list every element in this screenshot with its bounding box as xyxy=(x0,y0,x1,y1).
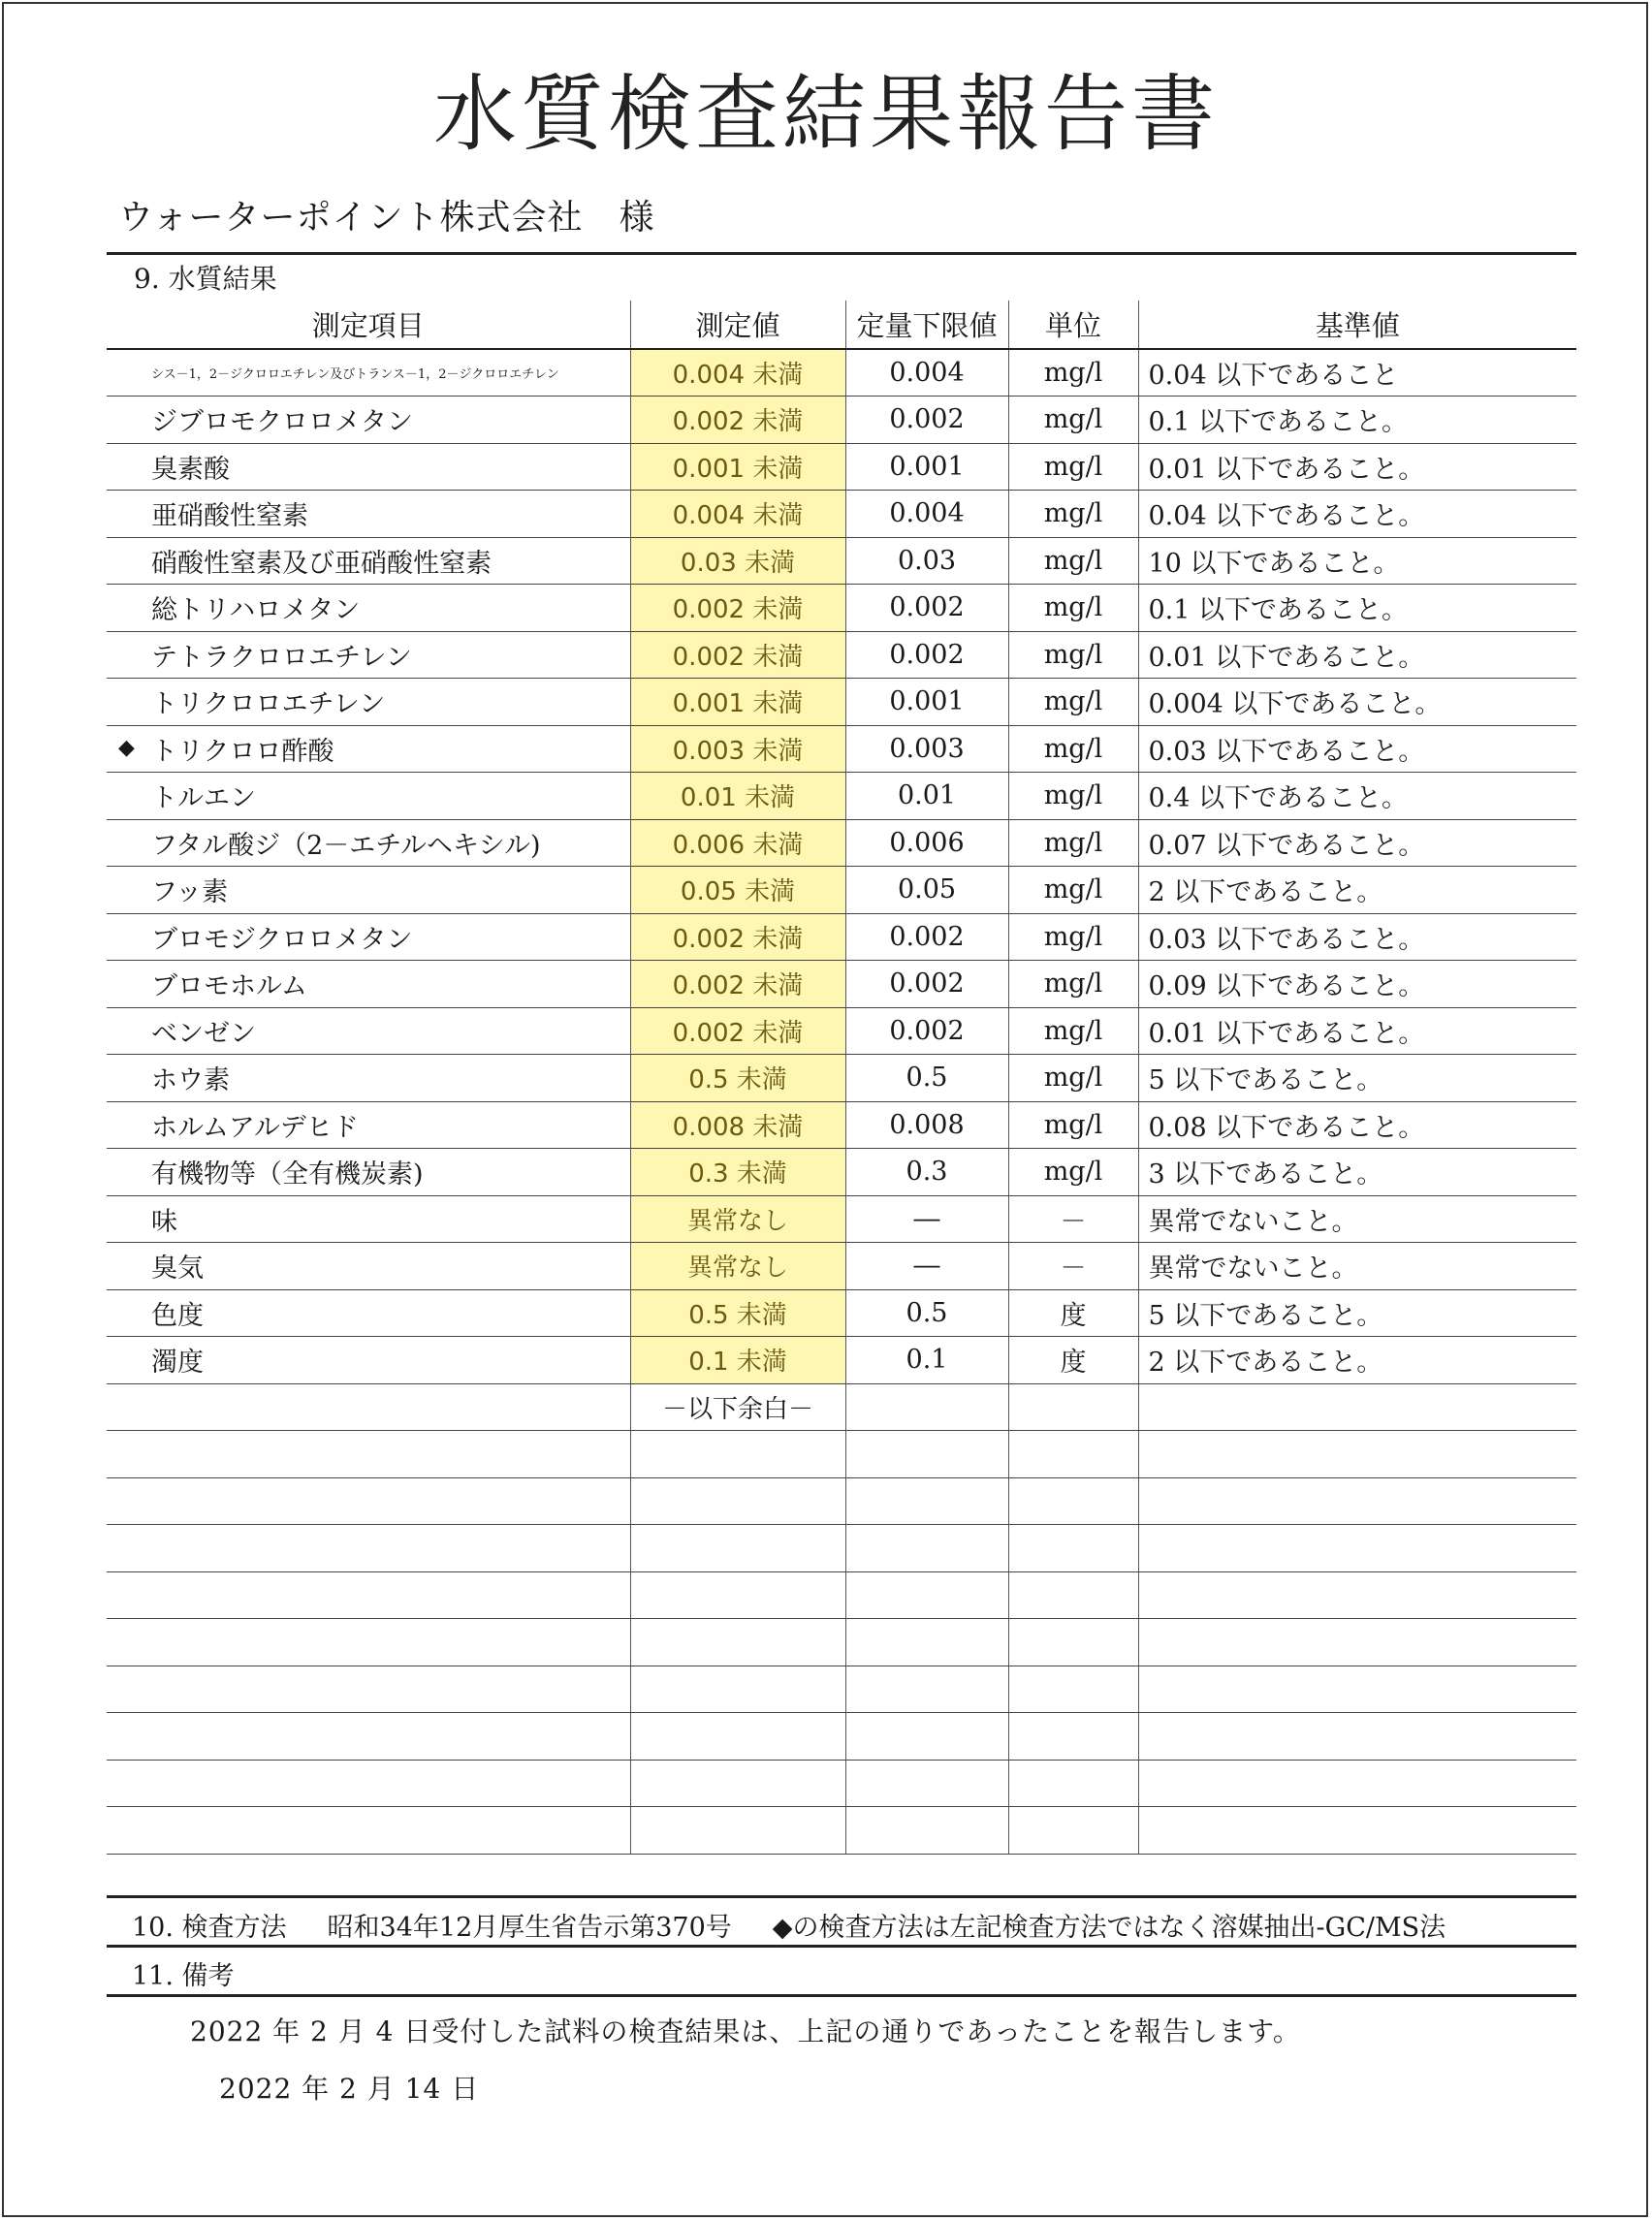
section10-label: 10. 検査方法 xyxy=(132,1913,287,1943)
header-value: 測定値 xyxy=(630,301,845,349)
table-row xyxy=(107,443,1576,491)
unit: mg/l xyxy=(1008,631,1138,679)
empty-cell xyxy=(630,1525,845,1572)
measured-value: 0.002 未満 xyxy=(630,961,845,1008)
table-row xyxy=(107,1055,1576,1102)
item-name: フタル酸ジ（2－エチルヘキシル) xyxy=(151,830,541,861)
empty-cell xyxy=(1138,1713,1576,1761)
item-name: ブロモジクロロメタン xyxy=(151,924,413,955)
lower-limit: 0.004 xyxy=(845,349,1008,397)
empty-cell xyxy=(107,1477,630,1525)
unit: mg/l xyxy=(1008,773,1138,820)
standard-value: 異常でないこと。 xyxy=(1138,1195,1576,1243)
standard-value: 異常でないこと。 xyxy=(1138,1243,1576,1290)
section10-note: ◆の検査方法は左記検査方法ではなく溶媒抽出-GC/MS法 xyxy=(772,1913,1446,1943)
item-cell xyxy=(107,679,630,726)
empty-cell xyxy=(1138,1666,1576,1713)
unit: mg/l xyxy=(1008,819,1138,867)
item-name: テトラクロロエチレン xyxy=(151,642,412,673)
section11-label: 11. 備考 xyxy=(132,1961,235,1991)
empty-cell xyxy=(845,1807,1008,1855)
empty-cell xyxy=(845,1383,1008,1431)
empty-cell xyxy=(845,1477,1008,1525)
lower-limit: 0.3 xyxy=(845,1149,1008,1196)
empty-cell xyxy=(1138,1525,1576,1572)
unit: － xyxy=(1008,1195,1138,1243)
item-cell xyxy=(107,725,630,773)
lower-limit: 0.002 xyxy=(845,585,1008,632)
section9-title: 9. 水質結果 xyxy=(134,263,277,295)
blank-row xyxy=(107,1666,1576,1713)
lower-limit: 0.001 xyxy=(845,679,1008,726)
table-row xyxy=(107,679,1576,726)
lower-limit: 0.003 xyxy=(845,725,1008,773)
standard-value: 0.04 以下であること xyxy=(1138,349,1576,397)
standard-value: 0.03 以下であること。 xyxy=(1138,913,1576,961)
measured-value: 0.002 未満 xyxy=(630,397,845,444)
item-name: トリクロロエチレン xyxy=(151,689,386,720)
end-note: －以下余白－ xyxy=(630,1383,845,1431)
item-name: トリクロロ酢酸 xyxy=(151,736,334,767)
unit: mg/l xyxy=(1008,491,1138,538)
table-row xyxy=(107,961,1576,1008)
empty-cell xyxy=(630,1477,845,1525)
table-row xyxy=(107,1243,1576,1290)
lower-limit: 0.002 xyxy=(845,1007,1008,1055)
standard-value: 5 以下であること。 xyxy=(1138,1055,1576,1102)
item-cell xyxy=(107,819,630,867)
unit: mg/l xyxy=(1008,1055,1138,1102)
header-lower-limit: 定量下限値 xyxy=(845,301,1008,349)
lower-limit: 0.002 xyxy=(845,961,1008,1008)
table-row xyxy=(107,397,1576,444)
item-cell xyxy=(107,867,630,914)
lower-limit: ― xyxy=(845,1243,1008,1290)
header-unit: 単位 xyxy=(1008,301,1138,349)
standard-value: 0.01 以下であること。 xyxy=(1138,631,1576,679)
empty-cell xyxy=(1138,1760,1576,1807)
unit: mg/l xyxy=(1008,537,1138,585)
measured-value: 0.001 未満 xyxy=(630,443,845,491)
standard-value: 0.01 以下であること。 xyxy=(1138,1007,1576,1055)
unit: 度 xyxy=(1008,1289,1138,1337)
unit: mg/l xyxy=(1008,349,1138,397)
diamond-mark: ◆ xyxy=(118,735,135,760)
lower-limit: 0.002 xyxy=(845,913,1008,961)
lower-limit: 0.05 xyxy=(845,867,1008,914)
lower-limit: ― xyxy=(845,1195,1008,1243)
unit: mg/l xyxy=(1008,1149,1138,1196)
item-name: 濁度 xyxy=(151,1348,204,1379)
item-cell xyxy=(107,1149,630,1196)
empty-cell xyxy=(1138,1619,1576,1666)
item-cell xyxy=(107,537,630,585)
empty-cell xyxy=(1008,1760,1138,1807)
standard-value: 0.07 以下であること。 xyxy=(1138,819,1576,867)
standard-value: 0.03 以下であること。 xyxy=(1138,725,1576,773)
document-title: 水質検査結果報告書 xyxy=(433,66,1219,163)
empty-cell xyxy=(107,1571,630,1619)
divider xyxy=(107,1945,1576,1948)
report-date: 2022 年 2 月 14 日 xyxy=(219,2073,480,2105)
results-table xyxy=(107,301,1576,1855)
table-row xyxy=(107,585,1576,632)
table-header-row xyxy=(107,301,1576,349)
empty-cell xyxy=(1008,1807,1138,1855)
empty-cell xyxy=(1008,1477,1138,1525)
table-row xyxy=(107,537,1576,585)
table-row xyxy=(107,819,1576,867)
empty-cell xyxy=(1008,1713,1138,1761)
item-cell xyxy=(107,631,630,679)
measured-value: 0.006 未満 xyxy=(630,819,845,867)
lower-limit: 0.002 xyxy=(845,397,1008,444)
standard-value: 2 以下であること。 xyxy=(1138,1337,1576,1384)
empty-cell xyxy=(630,1619,845,1666)
header-item: 測定項目 xyxy=(107,301,630,349)
blank-row xyxy=(107,1571,1576,1619)
empty-cell xyxy=(845,1525,1008,1572)
empty-cell xyxy=(1138,1431,1576,1478)
measured-value: 0.5 未満 xyxy=(630,1289,845,1337)
report-statement: 2022 年 2 月 4 日受付した試料の検査結果は、上記の通りであったことを報告します。 xyxy=(190,2015,1301,2047)
empty-cell xyxy=(630,1571,845,1619)
section10-method xyxy=(132,1906,1446,1944)
table-row xyxy=(107,913,1576,961)
blank-row xyxy=(107,1525,1576,1572)
empty-cell xyxy=(1138,1807,1576,1855)
measured-value: 0.05 未満 xyxy=(630,867,845,914)
standard-value: 0.04 以下であること。 xyxy=(1138,491,1576,538)
measured-value: 0.004 未満 xyxy=(630,349,845,397)
empty-cell xyxy=(845,1666,1008,1713)
table-row xyxy=(107,1101,1576,1149)
standard-value: 0.1 以下であること。 xyxy=(1138,397,1576,444)
empty-cell xyxy=(107,1760,630,1807)
divider xyxy=(107,1994,1576,1997)
table-row xyxy=(107,1383,1576,1431)
unit: mg/l xyxy=(1008,443,1138,491)
empty-cell xyxy=(630,1713,845,1761)
item-name: ホウ素 xyxy=(151,1065,230,1096)
header-standard: 基準値 xyxy=(1138,301,1576,349)
measured-value: 0.002 未満 xyxy=(630,585,845,632)
item-name: 色度 xyxy=(151,1300,204,1331)
unit: mg/l xyxy=(1008,725,1138,773)
measured-value: 0.1 未満 xyxy=(630,1337,845,1384)
blank-row xyxy=(107,1477,1576,1525)
empty-cell xyxy=(845,1431,1008,1478)
lower-limit: 0.01 xyxy=(845,773,1008,820)
unit: － xyxy=(1008,1243,1138,1290)
empty-cell xyxy=(107,1383,630,1431)
item-cell xyxy=(107,1055,630,1102)
item-cell xyxy=(107,1337,630,1384)
measured-value: 異常なし xyxy=(630,1195,845,1243)
item-cell xyxy=(107,1007,630,1055)
standard-value: 0.08 以下であること。 xyxy=(1138,1101,1576,1149)
table-row xyxy=(107,1289,1576,1337)
table-row xyxy=(107,1337,1576,1384)
standard-value: 0.4 以下であること。 xyxy=(1138,773,1576,820)
empty-cell xyxy=(1008,1619,1138,1666)
unit: mg/l xyxy=(1008,1101,1138,1149)
unit: mg/l xyxy=(1008,961,1138,1008)
item-name: シス－1，2－ジクロロエチレン及びトランス－1，2－ジクロロエチレン xyxy=(151,367,559,382)
blank-row xyxy=(107,1760,1576,1807)
empty-cell xyxy=(845,1760,1008,1807)
empty-cell xyxy=(107,1525,630,1572)
table-row xyxy=(107,1149,1576,1196)
measured-value: 0.5 未満 xyxy=(630,1055,845,1102)
empty-cell xyxy=(1008,1383,1138,1431)
empty-cell xyxy=(1008,1666,1138,1713)
empty-cell xyxy=(845,1713,1008,1761)
item-name: 硝酸性窒素及び亜硝酸性窒素 xyxy=(151,548,492,579)
lower-limit: 0.008 xyxy=(845,1101,1008,1149)
measured-value: 0.008 未満 xyxy=(630,1101,845,1149)
unit: mg/l xyxy=(1008,679,1138,726)
item-cell xyxy=(107,349,630,397)
measured-value: 0.004 未満 xyxy=(630,491,845,538)
unit: 度 xyxy=(1008,1337,1138,1384)
item-name: 総トリハロメタン xyxy=(151,595,361,626)
empty-cell xyxy=(1138,1571,1576,1619)
lower-limit: 0.5 xyxy=(845,1289,1008,1337)
divider xyxy=(107,1895,1576,1898)
item-name: 臭気 xyxy=(151,1253,204,1285)
blank-row xyxy=(107,1431,1576,1478)
empty-cell xyxy=(845,1619,1008,1666)
results-body xyxy=(107,349,1576,1854)
measured-value: 0.003 未満 xyxy=(630,725,845,773)
standard-value: 0.004 以下であること。 xyxy=(1138,679,1576,726)
item-cell xyxy=(107,1195,630,1243)
table-row xyxy=(107,349,1576,397)
item-cell xyxy=(107,913,630,961)
measured-value: 0.002 未満 xyxy=(630,913,845,961)
table-row xyxy=(107,773,1576,820)
item-cell xyxy=(107,1289,630,1337)
lower-limit: 0.006 xyxy=(845,819,1008,867)
standard-value: 0.1 以下であること。 xyxy=(1138,585,1576,632)
empty-cell xyxy=(630,1431,845,1478)
table-row xyxy=(107,631,1576,679)
blank-row xyxy=(107,1619,1576,1666)
standard-value: 10 以下であること。 xyxy=(1138,537,1576,585)
item-name: 味 xyxy=(151,1206,177,1237)
blank-row xyxy=(107,1713,1576,1761)
measured-value: 0.01 未満 xyxy=(630,773,845,820)
measured-value: 0.002 未満 xyxy=(630,1007,845,1055)
item-name: 臭素酸 xyxy=(151,454,230,485)
item-name: トルエン xyxy=(151,783,256,814)
unit: mg/l xyxy=(1008,1007,1138,1055)
item-cell xyxy=(107,1101,630,1149)
empty-cell xyxy=(1138,1383,1576,1431)
unit: mg/l xyxy=(1008,867,1138,914)
item-name: 亜硝酸性窒素 xyxy=(151,501,308,532)
measured-value: 0.002 未満 xyxy=(630,631,845,679)
unit: mg/l xyxy=(1008,397,1138,444)
standard-value: 0.01 以下であること。 xyxy=(1138,443,1576,491)
item-cell xyxy=(107,397,630,444)
standard-value: 2 以下であること。 xyxy=(1138,867,1576,914)
item-cell xyxy=(107,961,630,1008)
item-cell xyxy=(107,443,630,491)
item-cell xyxy=(107,773,630,820)
empty-cell xyxy=(630,1807,845,1855)
item-cell xyxy=(107,585,630,632)
empty-cell xyxy=(107,1713,630,1761)
empty-cell xyxy=(107,1431,630,1478)
table-row xyxy=(107,725,1576,773)
lower-limit: 0.002 xyxy=(845,631,1008,679)
item-name: 有機物等（全有機炭素) xyxy=(151,1159,424,1190)
unit: mg/l xyxy=(1008,913,1138,961)
empty-cell xyxy=(1008,1571,1138,1619)
empty-cell xyxy=(107,1666,630,1713)
standard-value: 3 以下であること。 xyxy=(1138,1149,1576,1196)
blank-row xyxy=(107,1807,1576,1855)
lower-limit: 0.1 xyxy=(845,1337,1008,1384)
lower-limit: 0.004 xyxy=(845,491,1008,538)
item-name: フッ素 xyxy=(151,877,229,908)
item-name: ジブロモクロロメタン xyxy=(151,407,413,438)
lower-limit: 0.001 xyxy=(845,443,1008,491)
empty-cell xyxy=(107,1807,630,1855)
lower-limit: 0.5 xyxy=(845,1055,1008,1102)
empty-cell xyxy=(107,1619,630,1666)
section10-method-text: 昭和34年12月厚生省告示第370号 xyxy=(327,1913,732,1943)
unit: mg/l xyxy=(1008,585,1138,632)
item-name: ブロモホルム xyxy=(151,971,307,1002)
empty-cell xyxy=(630,1760,845,1807)
measured-value: 0.001 未満 xyxy=(630,679,845,726)
item-name: ホルムアルデヒド xyxy=(151,1112,359,1143)
measured-value: 異常なし xyxy=(630,1243,845,1290)
standard-value: 5 以下であること。 xyxy=(1138,1289,1576,1337)
empty-cell xyxy=(845,1571,1008,1619)
item-cell xyxy=(107,491,630,538)
empty-cell xyxy=(1138,1477,1576,1525)
divider xyxy=(107,252,1576,255)
item-cell xyxy=(107,1243,630,1290)
measured-value: 0.3 未満 xyxy=(630,1149,845,1196)
item-name: ベンゼン xyxy=(151,1018,256,1049)
empty-cell xyxy=(1008,1525,1138,1572)
client-name: ウォーターポイント株式会社 様 xyxy=(118,198,655,238)
standard-value: 0.09 以下であること。 xyxy=(1138,961,1576,1008)
table-row xyxy=(107,491,1576,538)
table-row xyxy=(107,1007,1576,1055)
empty-cell xyxy=(1008,1431,1138,1478)
empty-cell xyxy=(630,1666,845,1713)
table-row xyxy=(107,867,1576,914)
measured-value: 0.03 未満 xyxy=(630,537,845,585)
table-row xyxy=(107,1195,1576,1243)
lower-limit: 0.03 xyxy=(845,537,1008,585)
